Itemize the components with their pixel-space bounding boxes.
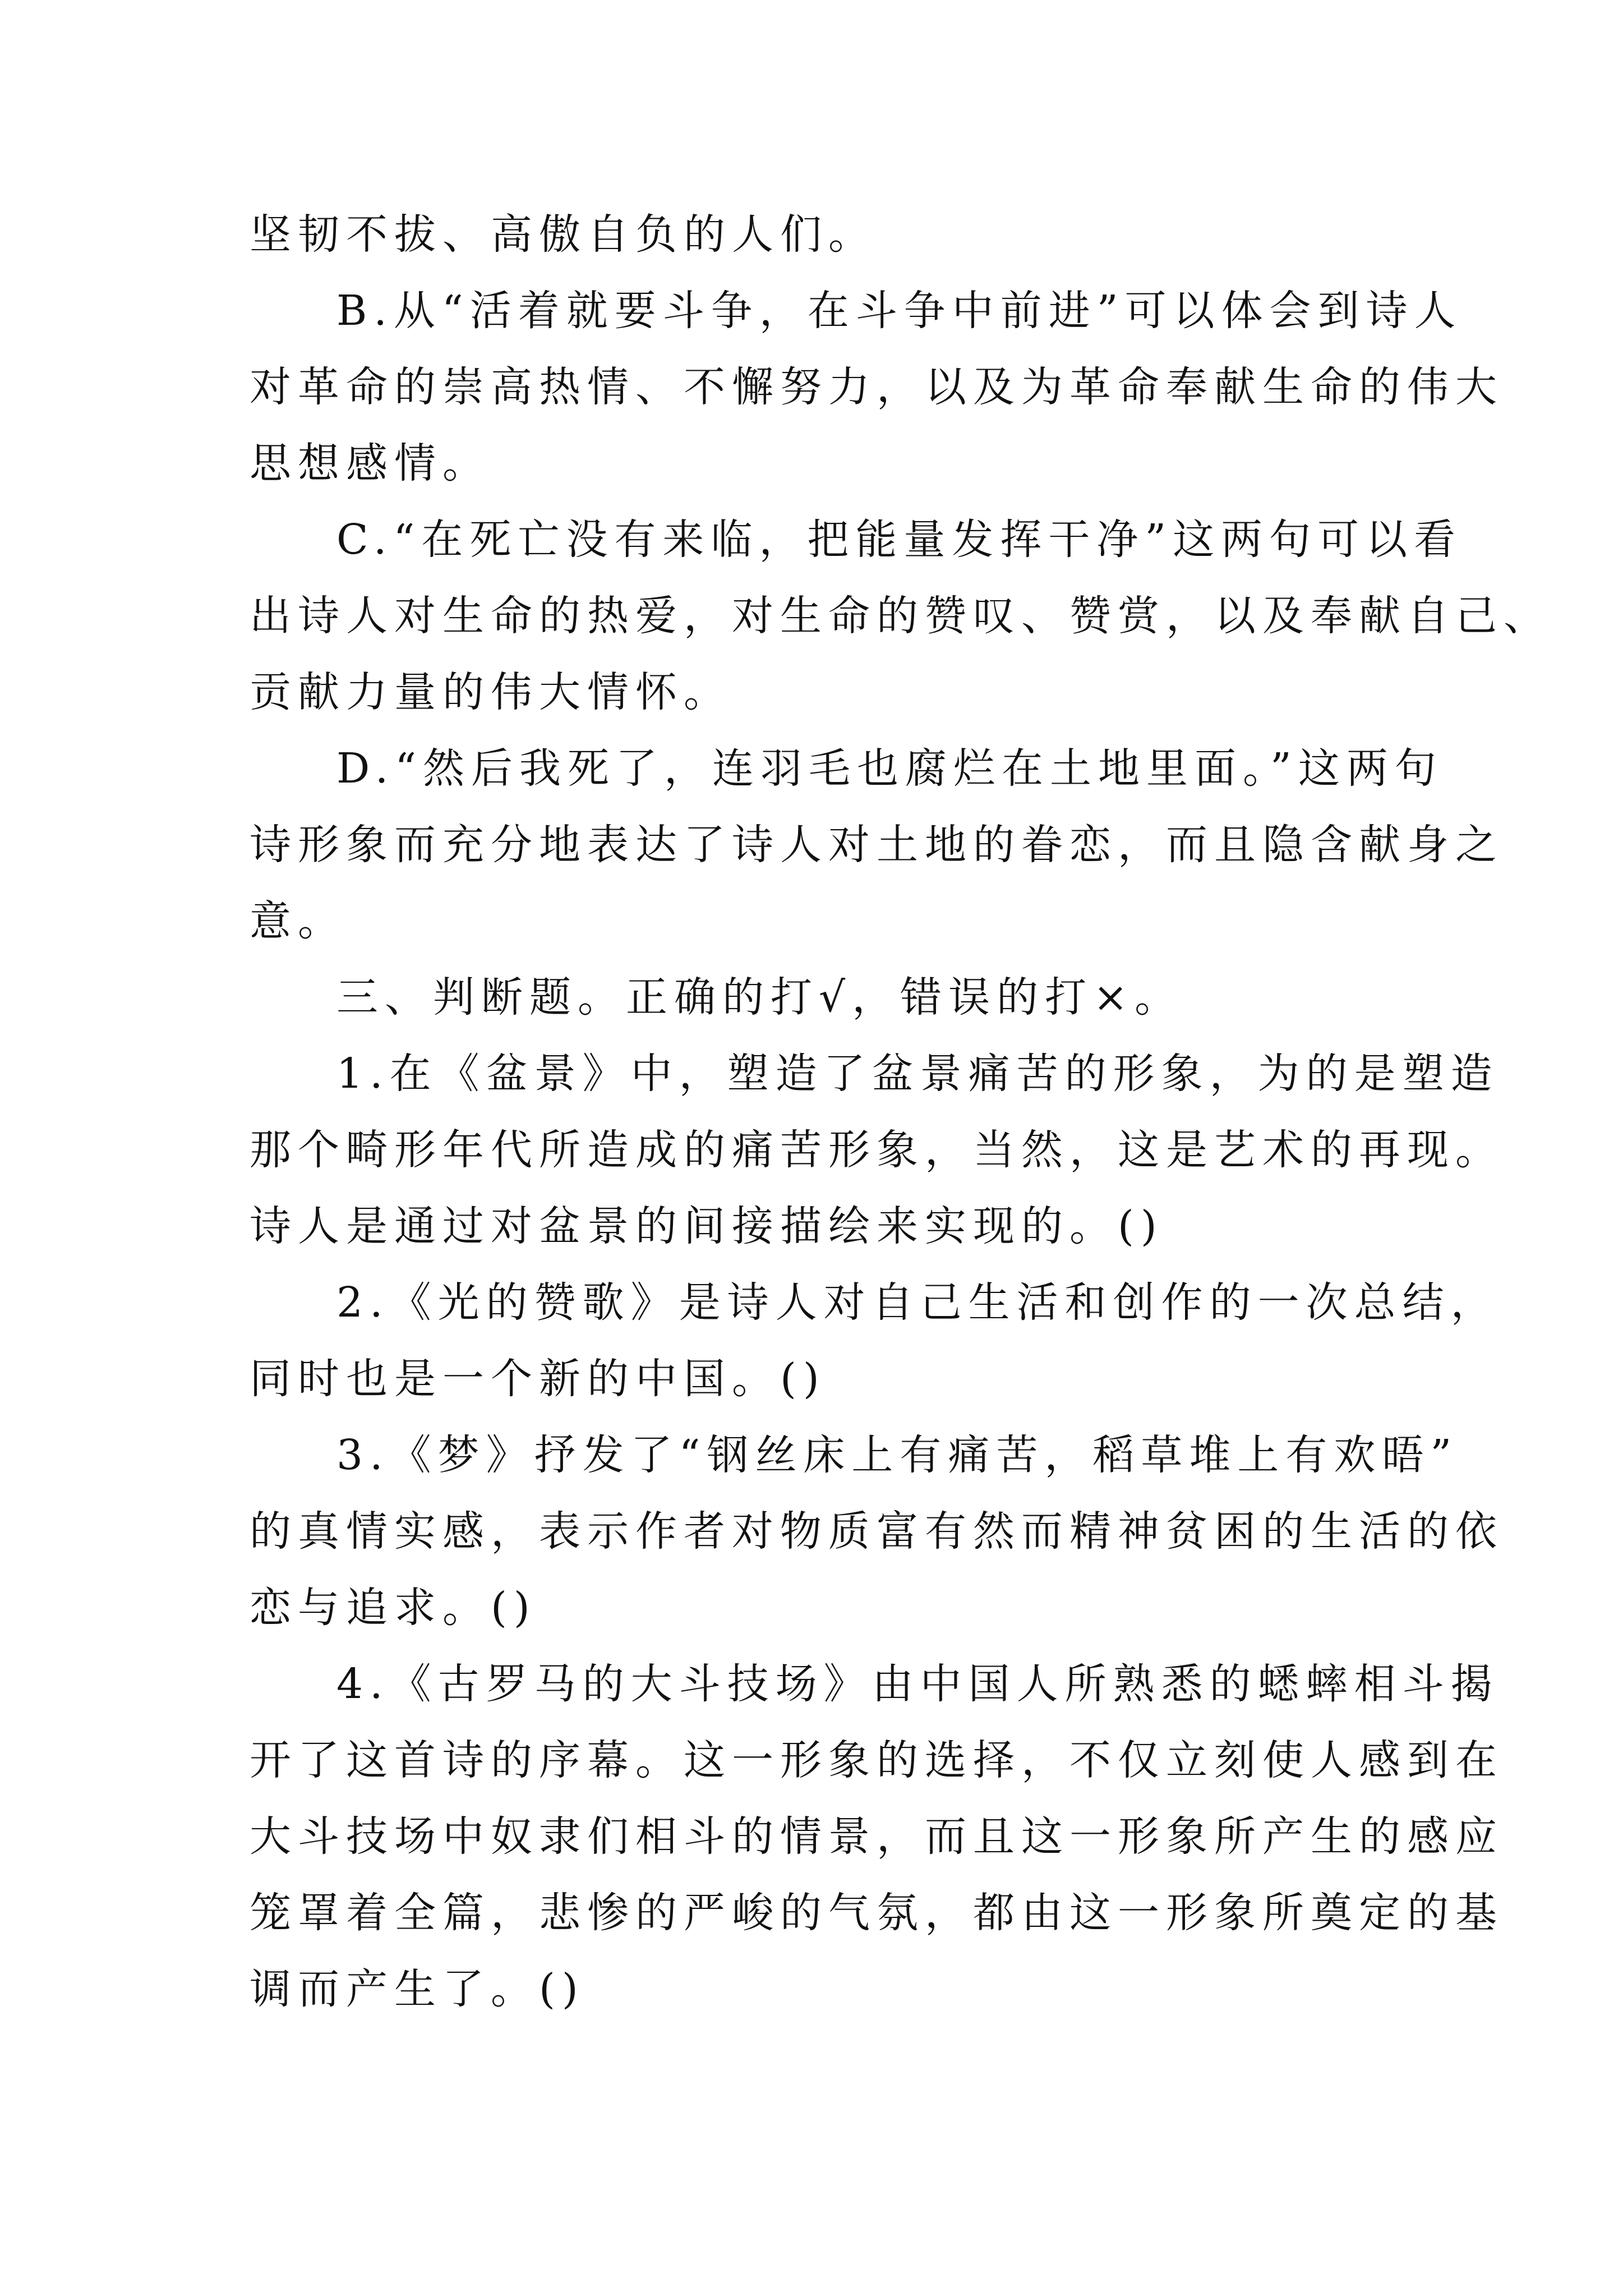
text-line: 那个畸形年代所造成的痛苦形象，当然，这是艺术的再现。 [250, 1126, 1504, 1174]
question-4-line: 4.《古罗马的大斗技场》由中国人所熟悉的蟋蟀相斗揭 [336, 1660, 1499, 1708]
option-d-line: D.“然后我死了，连羽毛也腐烂在土地里面。”这两句 [336, 744, 1443, 793]
text-line: 出诗人对生命的热爱，对生命的赞叹、赞赏，以及奉献自己、 [250, 592, 1552, 640]
text-line: 对革命的崇高热情、不懈努力，以及为革命奉献生命的伟大 [250, 363, 1504, 411]
text-line: 坚韧不拔、高傲自负的人们。 [250, 210, 877, 259]
text-line: 开了这首诗的序幕。这一形象的选择，不仅立刻使人感到在 [250, 1736, 1504, 1784]
text-line: 思想感情。 [250, 439, 491, 487]
text-line: 大斗技场中奴隶们相斗的情景，而且这一形象所产生的感应 [250, 1812, 1504, 1861]
body-text [250, 196, 1552, 2027]
option-c-line: C.“在死亡没有来临，把能量发挥干净”这两句可以看 [336, 516, 1463, 564]
section-heading: 三、判断题。正确的打√，错误的打×。 [336, 973, 1183, 1022]
text-line: 诗形象而充分地表达了诗人对土地的眷恋，而且隐含献身之 [250, 821, 1504, 869]
question-1-line: 1.在《盆景》中，塑造了盆景痛苦的形象，为的是塑造 [336, 1050, 1499, 1098]
question-2-line: 2.《光的赞歌》是诗人对自己生活和创作的一次总结， [336, 1278, 1499, 1327]
text-line: 调而产生了。() [250, 1965, 585, 2013]
option-b-line: B.从“活着就要斗争，在斗争中前进”可以体会到诗人 [336, 287, 1463, 335]
text-line: 诗人是通过对盆景的间接描绘来实现的。() [250, 1202, 1164, 1250]
text-line: 恋与追求。() [250, 1584, 537, 1632]
text-line: 同时也是一个新的中国。() [250, 1355, 826, 1403]
text-line: 的真情实感，表示作者对物质富有然而精神贫困的生活的依 [250, 1507, 1504, 1556]
question-3-line: 3.《梦》抒发了“钢丝床上有痛苦，稻草堆上有欢晤” [336, 1431, 1459, 1479]
text-line: 贡献力量的伟大情怀。 [250, 668, 732, 716]
text-line: 意。 [250, 897, 346, 945]
text-line: 笼罩着全篇，悲惨的严峻的气氛，都由这一形象所奠定的基 [250, 1889, 1504, 1937]
